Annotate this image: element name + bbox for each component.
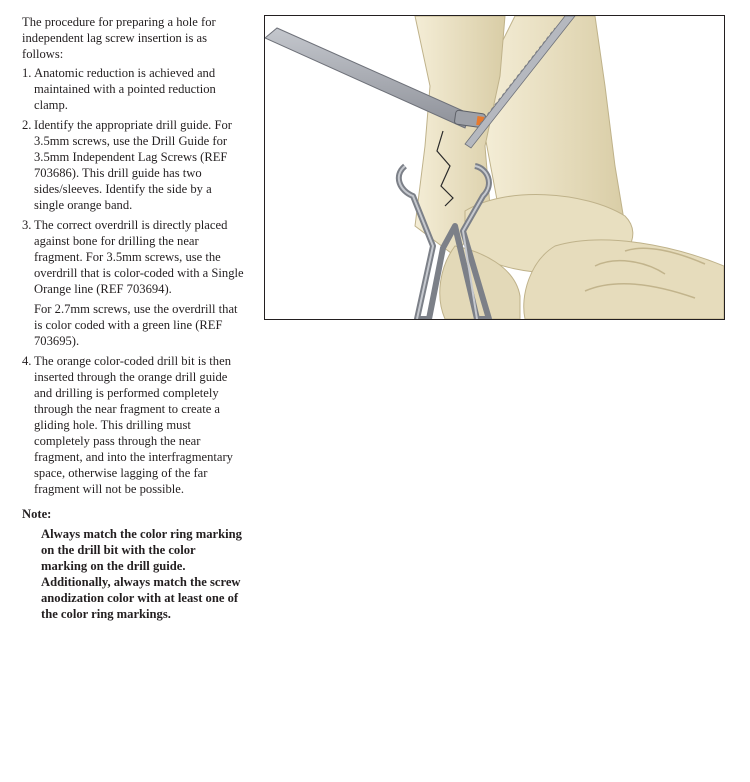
step-number: 4.	[22, 354, 32, 368]
step-item-1	[22, 65, 244, 113]
note-text: Always match the color ring marking on the drill bit with the color marking on the drill guide. Additionally, always match the screw anodization color with at least one of the color ring markings.	[41, 527, 242, 621]
step-number: 1.	[22, 66, 32, 80]
step-item-2	[22, 117, 244, 213]
foot-bones	[524, 240, 724, 319]
step-item-4	[22, 353, 244, 497]
step-number: 3.	[22, 218, 32, 232]
ankle-lag-screw-illustration	[265, 16, 724, 319]
note-label: Note:	[22, 507, 52, 521]
step-item-3	[22, 217, 244, 349]
intro-paragraph: The procedure for preparing a hole for independent lag screw insertion is as follows:	[22, 15, 216, 61]
step-text: The orange color-coded drill bit is then inserted through the orange drill guide and drilling is performed completely through the near fragment to create a gliding hole. This drilling must completely pass through the near fragment, and into the interfragmentary space, otherwise lagging of the far fragment will not be possible.	[34, 354, 233, 496]
step-text: The correct overdrill is directly placed against bone for drilling the near fragment. For 3.5mm screws, use the overdrill that is color-coded with a Single Orange line (REF 703694).	[34, 218, 244, 296]
step-text: Identify the appropriate drill guide. For 3.5mm screws, use the Drill Guide for 3.5mm Independent Lag Screws (REF 703686). This drill guide has two sides/sleeves. Identify the side by a single orange band.	[34, 118, 232, 212]
step-subparagraph: For 2.7mm screws, use the overdrill that is color coded with a green line (REF 703695).	[34, 302, 238, 348]
surgical-illustration	[264, 15, 725, 320]
instruction-text-column	[22, 14, 244, 622]
step-text: Anatomic reduction is achieved and maintained with a pointed reduction clamp.	[34, 66, 216, 112]
procedure-steps-list	[22, 65, 244, 497]
step-number: 2.	[22, 118, 32, 132]
